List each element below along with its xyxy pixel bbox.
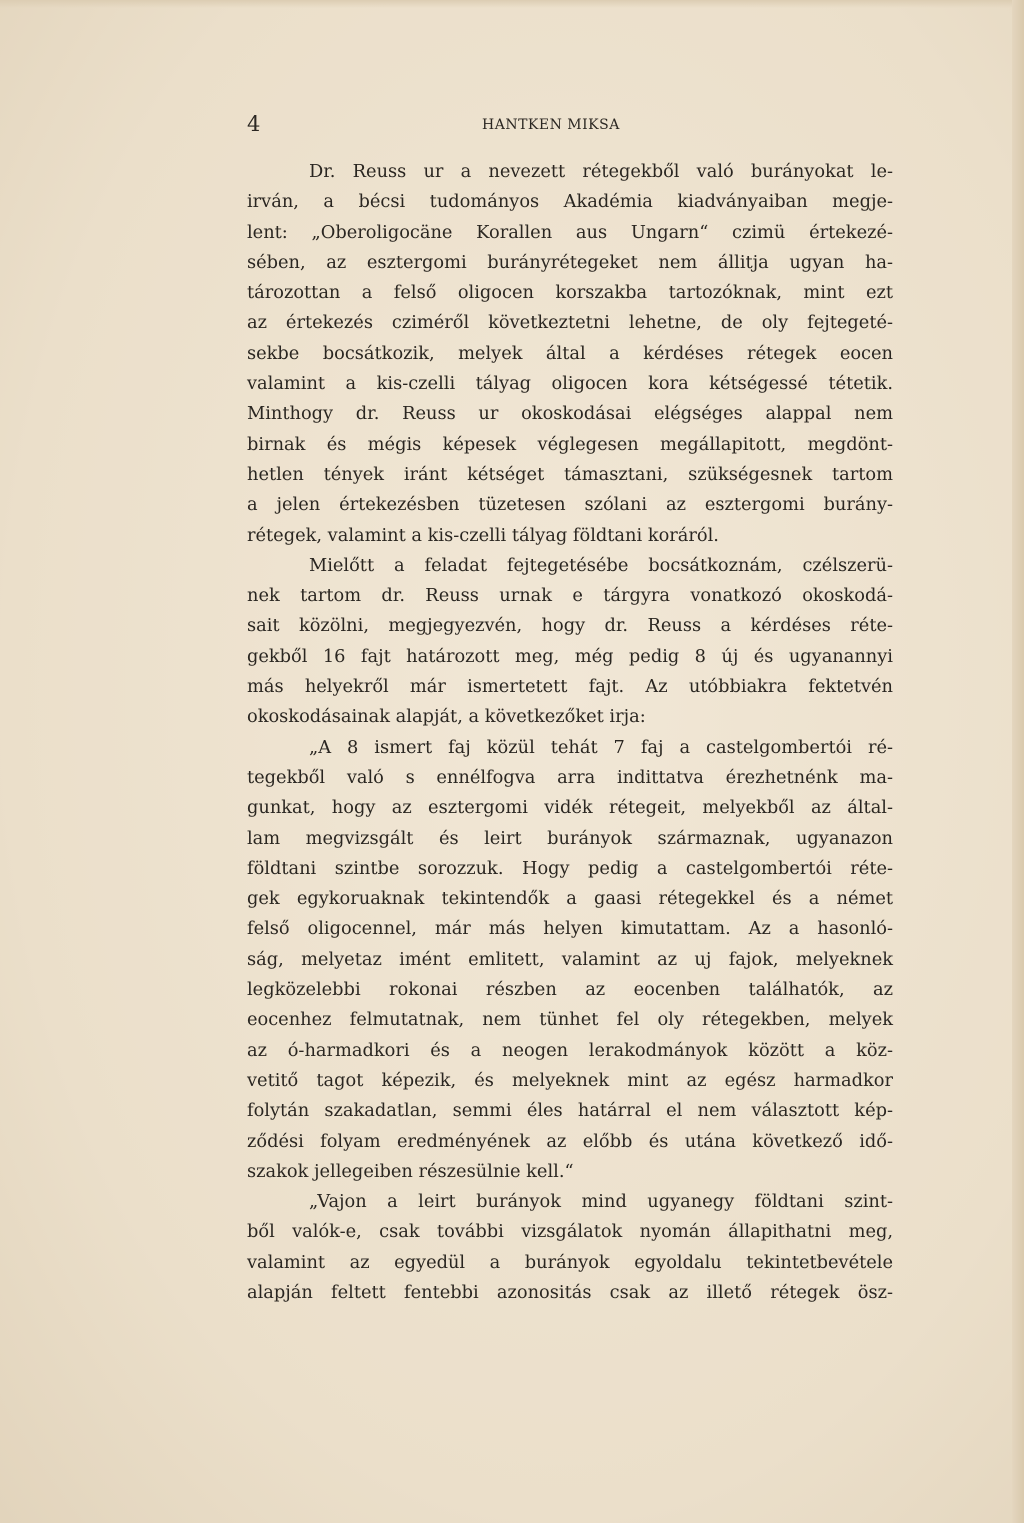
text-line: valamint a kis-czelli tályag oligocen kora kétségessé tétetik. xyxy=(247,373,893,395)
text-line: ság, melyetaz imént emlitett, valamint az uj fajok, melyeknek xyxy=(247,948,893,970)
text-line: az ó-harmadkori és a neogen lerakodmányok között a köz- xyxy=(247,1039,893,1061)
text-line: szakok jellegeiben részesülnie kell.“ xyxy=(247,1160,574,1182)
text-line: az értekezés cziméről következtetni lehetne, de oly fejtegeté- xyxy=(247,312,893,334)
text-line: legközelebbi rokonai részben az eocenben találhatók, az xyxy=(247,979,893,1001)
page-right-edge xyxy=(1012,0,1024,1523)
text-line: birnak és mégis képesek véglegesen megállapitott, megdönt- xyxy=(247,433,893,455)
body-text xyxy=(247,157,893,1308)
text-line: hetlen tények iránt kétséget támasztani, szükségesnek tartom xyxy=(247,463,893,485)
text-line: Dr. Reuss ur a nevezett rétegekből való burányokat le- xyxy=(309,161,893,182)
text-line: valamint az egyedül a burányok egyoldalu tekintetbevétele xyxy=(247,1251,893,1273)
page-header xyxy=(247,112,895,136)
text-line: ződési folyam eredményének az előbb és utána következő idő- xyxy=(247,1130,893,1152)
text-line: okoskodásainak alapját, a következőket irja: xyxy=(247,706,646,728)
text-line: más helyekről már ismertetett fajt. Az utóbbiakra fektetvén xyxy=(247,676,893,698)
text-line: „Vajon a leirt burányok mind ugyanegy földtani szint- xyxy=(309,1191,893,1213)
text-line: alapján feltett fentebbi azonositás csak az illető rétegek ösz- xyxy=(247,1281,893,1303)
text-line: a jelen értekezésben tüzetesen szólani az esztergomi burány- xyxy=(247,494,893,516)
text-line: ből valók-e, csak további vizsgálatok nyomán állapithatni meg, xyxy=(247,1221,893,1243)
page-top-shadow xyxy=(0,0,1024,8)
text-line: vetitő tagot képezik, és melyeknek mint az egész harmadkor xyxy=(247,1069,893,1091)
text-line: folytán szakadatlan, semmi éles határral el nem választott kép- xyxy=(247,1100,893,1122)
text-line: tározottan a felső oligocen korszakba tartozóknak, mint ezt xyxy=(247,282,893,304)
text-line: eocenhez felmutatnak, nem tünhet fel oly rétegekben, melyek xyxy=(247,1009,893,1031)
text-line: lent: „Oberoligocäne Korallen aus Ungarn“ czimü értekezé- xyxy=(247,221,893,243)
text-line: nek tartom dr. Reuss urnak e tárgyra vonatkozó okoskodá- xyxy=(247,585,893,607)
text-line: sekbe bocsátkozik, melyek által a kérdéses rétegek eocen xyxy=(247,342,893,364)
text-line: Minthogy dr. Reuss ur okoskodásai elégséges alappal nem xyxy=(247,403,893,425)
text-line: irván, a bécsi tudományos Akadémia kiadványaiban megje- xyxy=(247,191,893,213)
text-line: gek egykoruaknak tekintendők a gaasi rétegekkel és a német xyxy=(247,888,893,910)
text-line: gekből 16 fajt határozott meg, még pedig 8 új és ugyanannyi xyxy=(247,645,893,667)
text-line: „A 8 ismert faj közül tehát 7 faj a castelgombertói ré- xyxy=(309,736,893,758)
running-head: HANTKEN MIKSA xyxy=(482,117,620,133)
text-line: lam megvizsgált és leirt burányok származnak, ugyanazon xyxy=(247,827,893,849)
text-line: sait közölni, megjegyezvén, hogy dr. Reuss a kérdéses réte- xyxy=(247,615,893,637)
text-line: felső oligocennel, már más helyen kimutattam. Az a hasonló- xyxy=(247,918,893,940)
text-line: földtani szintbe sorozzuk. Hogy pedig a castelgombertói réte- xyxy=(247,857,893,879)
text-line: tegekből való s ennélfogva arra indittatva érezhetnénk ma- xyxy=(247,766,893,788)
page-number: 4 xyxy=(247,112,261,136)
text-line: gunkat, hogy az esztergomi vidék rétegeit, melyekből az által- xyxy=(247,797,893,819)
text-line: Mielőtt a feladat fejtegetésébe bocsátkoznám, czélszerü- xyxy=(309,554,893,576)
text-line: rétegek, valamint a kis-czelli tályag földtani koráról. xyxy=(247,524,719,546)
text-line: sében, az esztergomi burányrétegeket nem állitja ugyan ha- xyxy=(247,251,893,273)
